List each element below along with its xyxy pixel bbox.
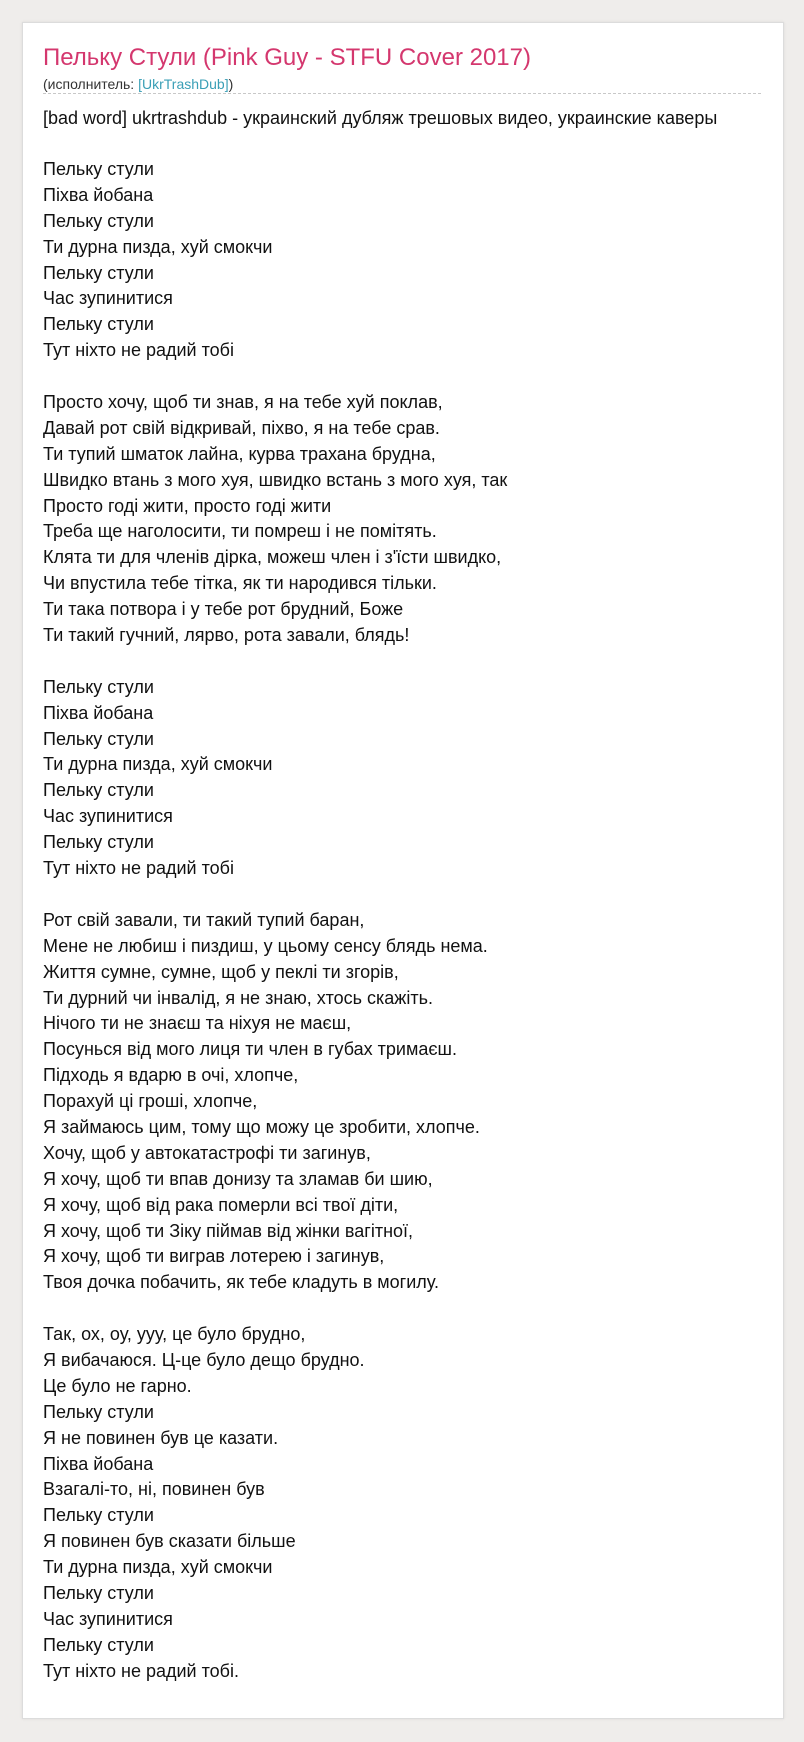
lyric-line: Я не повинен був це казати. bbox=[43, 1427, 279, 1448]
lyric-line: Клята ти для членів дірка, можеш член і з'їсти швидко, bbox=[43, 547, 502, 568]
lyric-line: Я хочу, щоб ти Зіку піймав від жінки вагітної, bbox=[43, 1220, 414, 1241]
lyrics-body bbox=[43, 157, 507, 1685]
stanza-gap bbox=[43, 364, 507, 390]
lyric-line: Я хочу, щоб від рака померли всі твої діти, bbox=[43, 1194, 399, 1215]
lyric-line: Пельку стули bbox=[43, 1505, 154, 1526]
lyric-line: Твоя дочка побачить, як тебе кладуть в могилу. bbox=[43, 1272, 440, 1293]
intro-text: [bad word] ukrtrashdub - украинский дубляж трешовых видео, украинские каверы bbox=[43, 108, 718, 128]
lyric-line: Я повинен був сказати більше bbox=[43, 1531, 296, 1552]
performer-line bbox=[43, 75, 233, 93]
lyric-line: Хочу, щоб у автокатастрофі ти загинув, bbox=[43, 1142, 371, 1163]
lyric-line: Мене не любиш і пиздиш, у цьому сенсу блядь нема. bbox=[43, 935, 488, 956]
lyric-line: Час зупинитися bbox=[43, 806, 173, 827]
lyric-line: Нічого ти не знаєш та ніхуя не маєш, bbox=[43, 1013, 352, 1034]
header-divider bbox=[43, 93, 761, 94]
lyric-line: Тут ніхто не радий тобі bbox=[43, 340, 234, 361]
lyric-line: Чи впустила тебе тітка, як ти народився тільки. bbox=[43, 573, 437, 594]
lyric-line: Ти дурна пизда, хуй смокчи bbox=[43, 236, 273, 257]
lyric-line: Просто хочу, щоб ти знав, я на тебе хуй поклав, bbox=[43, 392, 443, 413]
lyric-line: Піхва йобана bbox=[43, 1453, 154, 1474]
lyric-line: Тут ніхто не радий тобі bbox=[43, 858, 234, 879]
lyric-line: Ти такий гучний, лярво, рота завали, блядь! bbox=[43, 625, 410, 646]
lyric-line: Давай рот свій відкривай, піхво, я на тебе срав. bbox=[43, 417, 440, 438]
lyric-line: Ти така потвора і у тебе рот брудний, Боже bbox=[43, 599, 404, 620]
lyric-line: Пельку стули bbox=[43, 1401, 154, 1422]
lyric-line: Ти дурна пизда, хуй смокчи bbox=[43, 1557, 273, 1578]
lyric-line: Це було не гарно. bbox=[43, 1375, 192, 1396]
lyric-line: Просто годі жити, просто годі жити bbox=[43, 495, 332, 516]
lyric-line: Я вибачаюся. Ц-це було дещо брудно. bbox=[43, 1349, 365, 1370]
lyric-line: Рот свій завали, ти такий тупий баран, bbox=[43, 909, 365, 930]
lyric-line: Я займаюсь цим, тому що можу це зробити, хлопче. bbox=[43, 1116, 480, 1137]
lyric-line: Тут ніхто не радий тобі. bbox=[43, 1660, 239, 1681]
lyric-line: Життя сумне, сумне, щоб у пеклі ти згорів, bbox=[43, 961, 399, 982]
lyrics-page bbox=[22, 22, 784, 1719]
lyric-line: Треба ще наголосити, ти помреш і не помітять. bbox=[43, 521, 437, 542]
performer-link[interactable]: [UkrTrashDub] bbox=[138, 76, 229, 92]
lyric-line: Пельку стули bbox=[43, 1634, 154, 1655]
performer-prefix: (исполнитель: bbox=[43, 76, 139, 92]
lyric-line: Час зупинитися bbox=[43, 1608, 173, 1629]
stanza-gap bbox=[43, 882, 507, 908]
lyric-line: Пельку стули bbox=[43, 1582, 154, 1603]
lyric-line: Підходь я вдарю в очі, хлопче, bbox=[43, 1065, 299, 1086]
lyric-line: Я хочу, щоб ти виграв лотерею і загинув, bbox=[43, 1246, 385, 1267]
lyric-line: Час зупинитися bbox=[43, 288, 173, 309]
lyric-line: Пельку стули bbox=[43, 210, 154, 231]
lyric-line: Піхва йобана bbox=[43, 184, 154, 205]
lyric-line: Ти дурна пизда, хуй смокчи bbox=[43, 754, 273, 775]
lyric-line: Пельку стули bbox=[43, 728, 154, 749]
lyric-line: Посунься від мого лиця ти член в губах тримаєш. bbox=[43, 1039, 457, 1060]
lyric-line: Піхва йобана bbox=[43, 702, 154, 723]
lyric-line: Пельку стули bbox=[43, 314, 154, 335]
song-title: Пельку Стули (Pink Guy - STFU Cover 2017) bbox=[43, 44, 531, 71]
lyric-line: Пельку стули bbox=[43, 676, 154, 697]
lyric-line: Пельку стули bbox=[43, 780, 154, 801]
stanza-gap bbox=[43, 1296, 507, 1322]
lyric-line: Швидко втань з мого хуя, швидко встань з мого хуя, так bbox=[43, 469, 508, 490]
lyric-line: Ти тупий шматок лайна, курва трахана брудна, bbox=[43, 443, 436, 464]
lyric-line: Так, ох, оу, ууу, це було брудно, bbox=[43, 1324, 306, 1345]
performer-suffix: ) bbox=[228, 76, 234, 92]
lyric-line: Порахуй ці гроші, хлопче, bbox=[43, 1091, 258, 1112]
lyric-line: Пельку стули bbox=[43, 262, 154, 283]
stanza-gap bbox=[43, 649, 507, 675]
lyric-line: Ти дурний чи інвалід, я не знаю, хтось скажіть. bbox=[43, 987, 433, 1008]
lyric-line: Пельку стули bbox=[43, 159, 154, 179]
lyric-line: Я хочу, щоб ти впав донизу та зламав би шию, bbox=[43, 1168, 433, 1189]
lyric-line: Взагалі-то, ні, повинен був bbox=[43, 1479, 265, 1500]
lyric-line: Пельку стули bbox=[43, 832, 154, 853]
